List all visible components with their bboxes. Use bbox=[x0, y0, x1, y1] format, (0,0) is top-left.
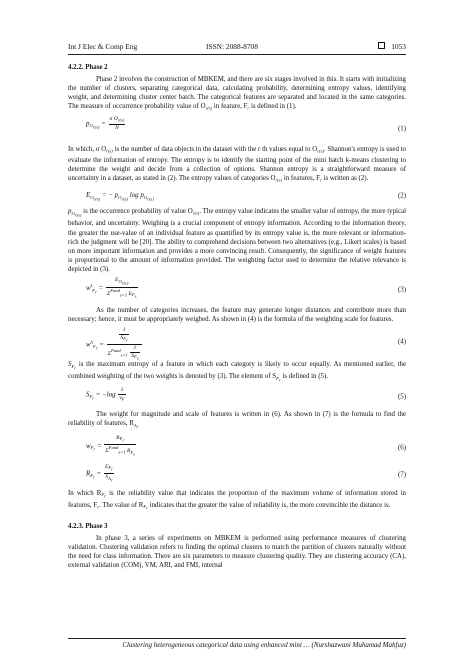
equation-5: $S_{F_r} = -\log$ $\frac{1}{v_F}$ (5) bbox=[86, 387, 406, 402]
equation-1: $p_{O_{r(s)}}$ = $\frac{\sigma O_{r(s)}}{N}$ (1) bbox=[86, 115, 406, 133]
header-rule bbox=[68, 54, 406, 55]
equation-4: $w^S_{F_r}$ = $\frac{1}{S_{F_r}}$ $\Sigma^{Fand}_{s=1}$ $\frac{1}{S_{F_s}}$ (4) bbox=[86, 327, 406, 361]
paragraph: In which $R_{F_r}$ is the reliability value that indicates the proportion of the maximum volume of information stored in features, $F_r$. The value of $R_{F_r}$ indicates that the greater the value of reliability is, the more convincible the distance is. bbox=[68, 489, 406, 511]
equation-number: (5) bbox=[397, 393, 406, 401]
equation-number: (7) bbox=[397, 471, 406, 479]
footer-rule bbox=[68, 638, 406, 639]
page-number: 1053 bbox=[391, 42, 406, 51]
section-heading-phase2: 4.2.2. Phase 2 bbox=[68, 64, 108, 71]
equation-3: $w^I_{F_r}$ = $\frac{E_{O_{r(s)}}}{\Sigma^{Fand}_{s=1} E_{F_s}}$ (3) bbox=[86, 277, 406, 299]
equation-number: (3) bbox=[397, 286, 406, 294]
equation-number: (4) bbox=[397, 338, 406, 346]
section-heading-phase3: 4.2.3. Phase 3 bbox=[68, 522, 108, 530]
equation-2: $E_{O_{r(s)}}$ = − $p_{O_{r(s)}}$ $\log p_{O_{r(s)}}$ (2) bbox=[86, 192, 406, 202]
paragraph: $S_{F_r}$ is the maximum entropy of a feature in which each category is likely to occur equally. As mentioned earlier, the combined weighting of the two weights is denoted by (3). The element of $S_{F_r}$ is defined in (5). bbox=[68, 361, 406, 383]
equation-number: (2) bbox=[397, 192, 406, 200]
page-number-group bbox=[378, 42, 406, 51]
paragraph: In phase 3, a series of experiments on MBKEM is performed using performance measures of clustering validation. Clustering validation refers to finding the optimal clusters to match the partition of clusters naturally without the need for class information. There are six parameters to measure clustering quality. They are clustering accuracy (CA), external validation (COM), VM, ARI, and FMI, internal bbox=[68, 534, 406, 570]
paragraph: $p_{O_{r(s)}}$ is the occurrence probability of value $O_{r(s)}$. The entropy value indicates the smaller value of entropy, the more typical behavior, and uncertainty. Weighing is a crucial component of entropy information. According to the information theory, the greater the use-value of an individual feature as quantified by its entropy value is, the more relevant or information-rich the judgment will be [20]. The ability to comprehend decisions between two alternatives (e.g., Likert scales) is based on more important information and provides a more convincing result. Consequently, the significance of weight features is proportional to the amount of information provided. The weighting factor used to determine the relative relevance is depicted in (3). bbox=[68, 208, 406, 273]
square-icon bbox=[378, 42, 385, 49]
body-text bbox=[68, 63, 406, 570]
paragraph: Phase 2 involves the construction of MBKEM, and there are six stages involved in this. It starts with initializing the number of clusters, separating categorical data, calculating probability, determining entropy values, identifying weight, and determining cluster center batch. The categorical features are separated and located in the same categories. The measure of occurrence probability value of $O_{r(s)}$ in feature, $F_r$ is defined in (1). bbox=[68, 76, 406, 111]
equation-number: (6) bbox=[397, 444, 406, 452]
running-footer: Clustering heterogeneous categorical data using enhanced mini … (Nurshazwani Muhamad Mahfuz) bbox=[122, 641, 406, 649]
paragraph: As the number of categories increases, the feature may generate longer distances and contribute more than necessary; hence, it must be appropriately weighed. As shown in (4) is the formula of the weighting scale for features. bbox=[68, 307, 406, 324]
equation-7: $R_{F_r}$ = $\frac{E_{F_r}}{S_{A_r}}$ (7) bbox=[86, 463, 406, 483]
running-header bbox=[68, 42, 406, 54]
paragraph: The weight for magnitude and scale of features is written in (6). As shown in (7) is the formula to find the reliability of features, $R_{A_r}$ bbox=[68, 411, 406, 430]
paragraph: In which, σ $O_{r(s)}$ is the number of data objects in the dataset with the r th values equal to $O_{r(s)}$. Shannon's entropy is used to evaluate the information of entropy. The entropy is to identify the starting point of the mini batch k-means clustering to determine the weight and decide from a collection of options. Shannon entropy is a straightforward measure of uncertainty in a dataset, as stated in (2). The entropy values of categories $O_{r(s)}$ in features, $F_r$ is written as (2). bbox=[68, 145, 406, 183]
equation-6: $w_{F_r}$ = $\frac{R_{F_r}}{\Sigma^{Fand}_{s=1} R_{F_s}}$ (6) bbox=[86, 434, 406, 457]
journal-name: Int J Elec & Comp Eng bbox=[68, 42, 138, 51]
equation-number: (1) bbox=[397, 125, 406, 133]
issn: ISSN: 2088-8708 bbox=[206, 42, 258, 51]
